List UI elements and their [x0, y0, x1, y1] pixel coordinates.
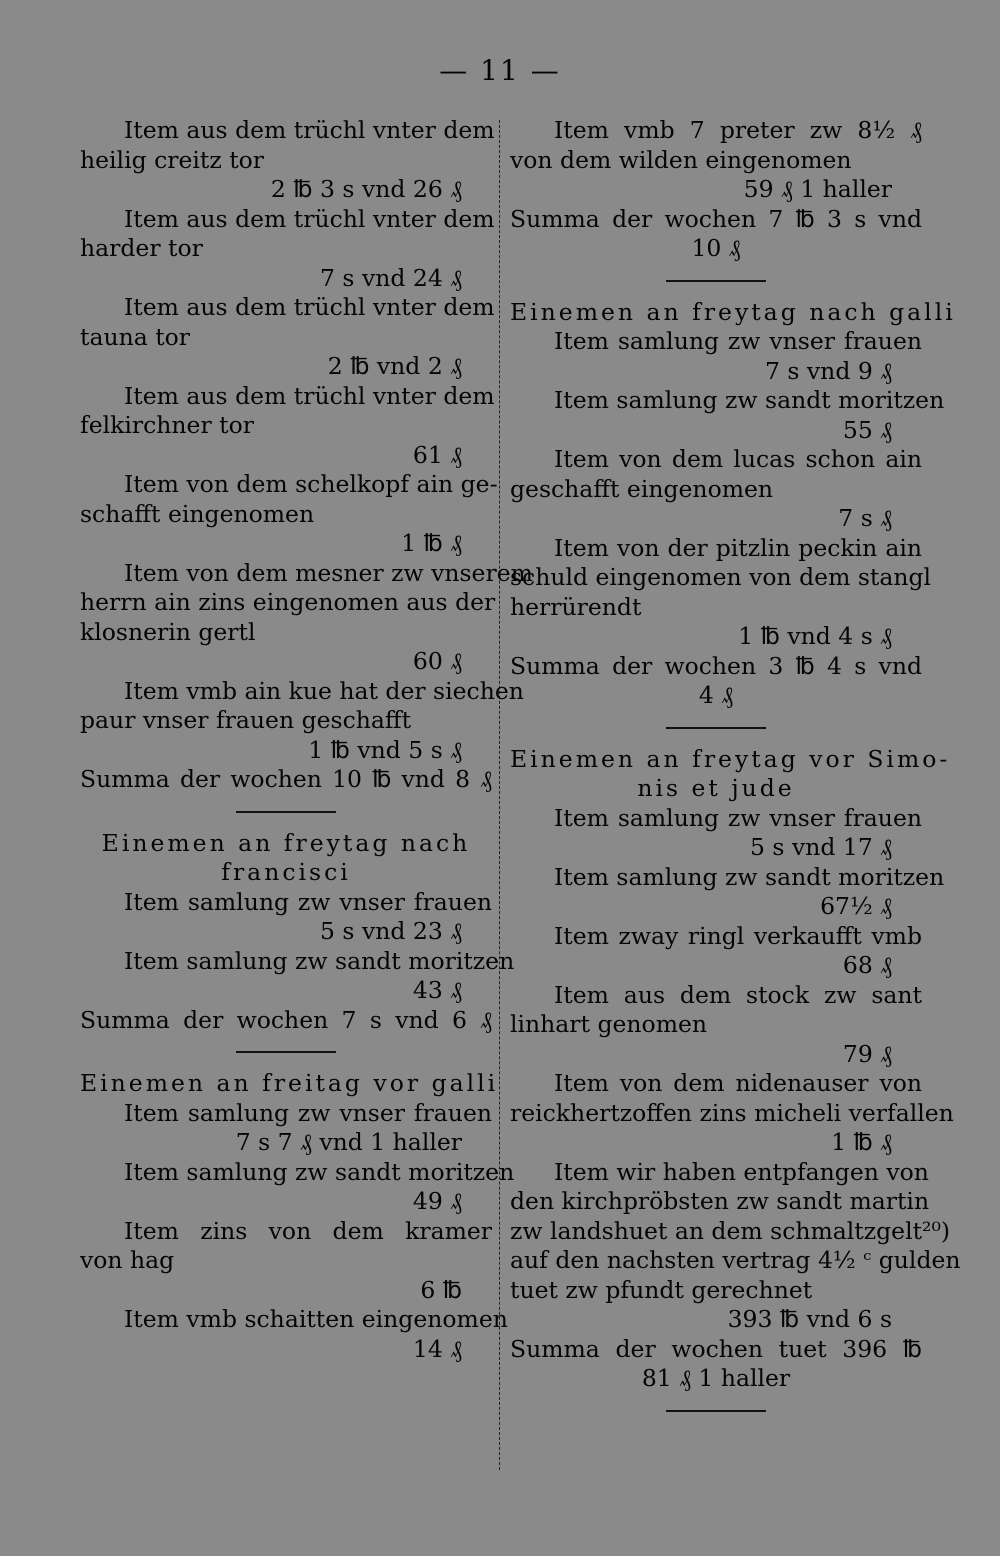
text-line: paur vnser frauen geschafft — [80, 706, 412, 734]
page-number: — 11 — — [439, 54, 561, 87]
amount-line: 2 ℔ 3 s vnd 26 ₰ — [270, 175, 462, 203]
text-line: Item samlung zw vnser frauen — [554, 803, 922, 832]
text-line: Summa der wochen 7 ℔ 3 s vnd — [510, 204, 922, 233]
text-line: Item zins von dem kramer — [124, 1216, 492, 1245]
text-line: klosnerin gertl — [80, 617, 256, 646]
text-line: Item samlung zw vnser frauen — [554, 327, 922, 355]
amount-line: 43 ₰ — [412, 976, 462, 1004]
amount-line: 79 ₰ — [842, 1039, 892, 1068]
text-line: geschafft eingenomen — [510, 474, 774, 503]
section-rule — [80, 1035, 492, 1069]
text-line: von hag — [80, 1246, 175, 1274]
text-line: 10 ₰ — [691, 234, 741, 262]
section-heading: Einemen an freytag nach — [101, 828, 471, 857]
amount-line: 1 ℔ ₰ — [401, 529, 462, 557]
section-rule — [510, 264, 922, 298]
amount-line: 7 s ₰ — [838, 504, 892, 532]
section-rule — [80, 795, 492, 829]
amount-line: 49 ₰ — [412, 1187, 462, 1215]
section-heading: Einemen an freytag nach galli — [510, 297, 956, 326]
text-line: Summa der wochen 7 s vnd 6 ₰ — [80, 1005, 492, 1034]
section-heading: nis et jude — [637, 774, 795, 802]
section-rule — [510, 1394, 922, 1428]
text-line: schuld eingenomen von dem stangl — [510, 563, 932, 591]
horizontal-rule — [666, 1410, 766, 1412]
text-line: Item von dem mesner zw vnserem — [124, 558, 533, 587]
text-line: zw landshuet an dem schmaltzgelt²⁰) — [510, 1216, 951, 1245]
horizontal-rule — [236, 1051, 336, 1053]
text-line: Item aus dem trüchl vnter dem — [124, 293, 495, 321]
text-line: Summa der wochen 3 ℔ 4 s vnd — [510, 651, 922, 680]
text-line: Item vmb 7 preter zw 8½ ₰ — [554, 116, 922, 144]
amount-line: 1 ℔ vnd 4 s ₰ — [738, 622, 892, 650]
text-line: herrürendt — [510, 592, 642, 621]
text-line: Item von dem lucas schon ain — [554, 445, 922, 473]
text-line: Item zway ringl verkaufft vmb — [554, 921, 922, 950]
amount-line: 14 ₰ — [412, 1334, 462, 1363]
amount-line: 7 s vnd 9 ₰ — [764, 356, 892, 385]
text-line: Item aus dem stock zw sant — [554, 980, 922, 1009]
text-line: 81 ₰ 1 haller — [641, 1364, 791, 1392]
horizontal-rule — [666, 280, 766, 282]
text-line: Item samlung zw sandt moritzen — [554, 386, 945, 414]
text-line: Item wir haben entpfangen von — [554, 1157, 929, 1186]
text-line: 4 ₰ — [698, 681, 734, 709]
amount-line: 1 ℔ vnd 5 s ₰ — [308, 735, 462, 764]
text-line: Item samlung zw sandt moritzen — [124, 1157, 515, 1186]
amount-line: 67½ ₰ — [820, 892, 892, 920]
amount-line: 68 ₰ — [842, 951, 892, 979]
amount-line: 5 s vnd 23 ₰ — [320, 917, 462, 945]
text-line: Item aus dem trüchl vnter dem — [124, 204, 495, 233]
right-column — [510, 116, 961, 1428]
text-line: harder tor — [80, 234, 203, 262]
amount-line: 7 s vnd 24 ₰ — [320, 263, 462, 292]
text-line: Item von dem nidenauser von — [554, 1069, 922, 1097]
text-line: Item von der pitzlin peckin ain — [554, 533, 922, 562]
text-line: Item von dem schelkopf ain ge- — [124, 470, 498, 498]
text-line: Item samlung zw vnser frauen — [124, 887, 492, 916]
amount-line: 1 ℔ ₰ — [831, 1128, 892, 1156]
text-line: herrn ain zins eingenomen aus der — [80, 588, 496, 616]
text-line: Item aus dem trüchl vnter dem — [124, 381, 495, 410]
text-line: reickhertzoffen zins micheli verfallen — [510, 1098, 954, 1127]
section-rule — [510, 711, 922, 745]
section-heading: Einemen an freytag vor Simo- — [510, 744, 951, 773]
text-line: Item samlung zw sandt moritzen — [554, 862, 945, 891]
text-line: Item vmb ain kue hat der siechen — [124, 676, 524, 705]
amount-line: 55 ₰ — [842, 415, 892, 444]
left-column — [80, 116, 533, 1364]
text-line: von dem wilden eingenomen — [510, 145, 852, 174]
text-line: Summa der wochen 10 ℔ vnd 8 ₰ — [80, 765, 492, 793]
text-line: auf den nachsten vertrag 4½ ᶜ gulden — [510, 1246, 961, 1274]
horizontal-rule — [236, 811, 336, 813]
amount-line: 2 ℔ vnd 2 ₰ — [327, 352, 462, 380]
text-line: schafft eingenomen — [80, 499, 315, 528]
column-divider — [499, 120, 500, 1470]
amount-line: 5 s vnd 17 ₰ — [750, 833, 892, 861]
text-line: den kirchpröbsten zw sandt martin — [510, 1187, 930, 1215]
amount-line: 393 ℔ vnd 6 s — [727, 1305, 892, 1333]
text-line: Summa der wochen tuet 396 ℔ — [510, 1334, 922, 1363]
amount-line: 6 ℔ — [420, 1275, 462, 1304]
amount-line: 59 ₰ 1 haller — [743, 175, 892, 203]
amount-line: 61 ₰ — [412, 440, 462, 469]
section-heading: Einemen an freitag vor galli — [80, 1069, 499, 1097]
amount-line: 60 ₰ — [412, 647, 462, 675]
horizontal-rule — [666, 727, 766, 729]
text-line: Item vmb schaitten eingenomen — [124, 1305, 508, 1333]
text-line: heilig creitz tor — [80, 145, 265, 174]
amount-line: 7 s 7 ₰ vnd 1 haller — [235, 1128, 462, 1156]
text-line: Item aus dem trüchl vnter dem — [124, 116, 495, 144]
section-heading: francisci — [221, 858, 351, 886]
text-line: linhart genomen — [510, 1010, 708, 1038]
text-line: Item samlung zw vnser frauen — [124, 1098, 492, 1127]
text-line: felkirchner tor — [80, 411, 254, 439]
text-line: tuet zw pfundt gerechnet — [510, 1275, 813, 1304]
text-line: tauna tor — [80, 322, 191, 351]
text-line: Item samlung zw sandt moritzen — [124, 946, 515, 975]
